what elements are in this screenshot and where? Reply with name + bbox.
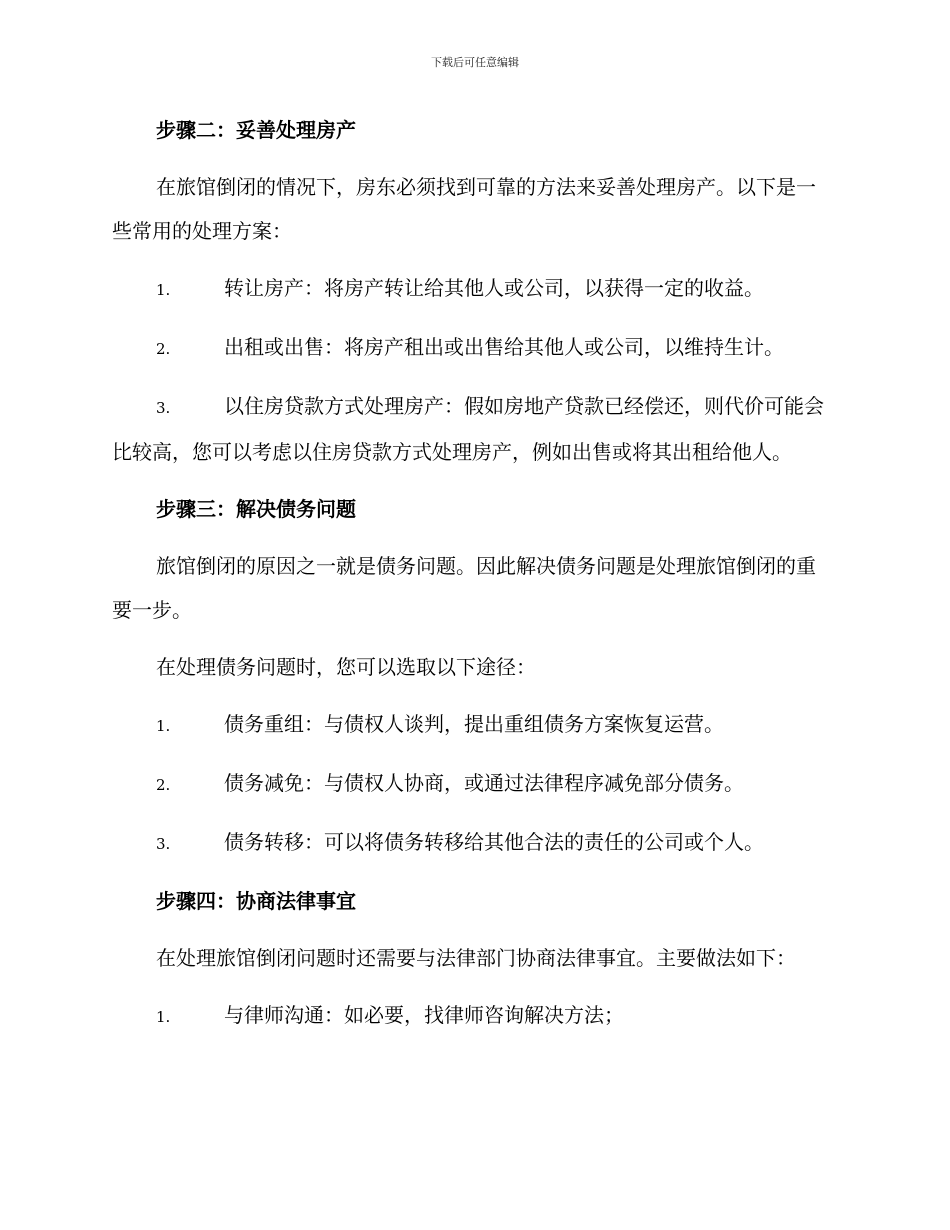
list-number: 3. xyxy=(156,835,171,853)
list-item-text: 转让房产：将房产转让给其他人或公司，以获得一定的收益。 xyxy=(224,276,764,300)
list-number: 1. xyxy=(156,281,171,299)
list-item-text: 以住房贷款方式处理房产：假如房地产贷款已经偿还，则代价可能会比较高，您可以考虑以住房贷款方式处理房产，例如出售或将其出租给他人。 xyxy=(112,394,824,464)
list-item-text: 债务转移：可以将债务转移给其他合法的责任的公司或个人。 xyxy=(224,830,764,854)
list-number: 2. xyxy=(156,340,171,358)
section-heading-step4: 步骤四：协商法律事宜 xyxy=(156,889,356,913)
list-item xyxy=(112,384,832,474)
list-item xyxy=(112,266,832,312)
page-header: 下载后可任意编辑 xyxy=(431,56,519,69)
list-item-text: 债务减免：与债权人协商，或通过法律程序减免部分债务。 xyxy=(224,771,744,795)
list-number: 1. xyxy=(156,1008,171,1026)
paragraph: 旅馆倒闭的原因之一就是债务问题。因此解决债务问题是处理旅馆倒闭的重要一步。 xyxy=(112,554,816,622)
list-item xyxy=(112,325,832,371)
list-number: 1. xyxy=(156,717,171,735)
paragraph: 在处理旅馆倒闭问题时还需要与法律部门协商法律事宜。主要做法如下： xyxy=(156,946,796,970)
list-number: 2. xyxy=(156,776,171,794)
list-item-text: 与律师沟通：如必要，找律师咨询解决方法； xyxy=(224,1003,624,1027)
list-item-text: 债务重组：与债权人谈判，提出重组债务方案恢复运营。 xyxy=(224,712,724,736)
section-heading-step3: 步骤三：解决债务问题 xyxy=(156,497,356,521)
list-item xyxy=(112,761,832,807)
list-item xyxy=(112,702,832,748)
list-item xyxy=(112,820,832,866)
document-body xyxy=(112,108,832,1052)
list-item xyxy=(112,993,832,1039)
list-item-text: 出租或出售：将房产租出或出售给其他人或公司，以维持生计。 xyxy=(224,335,784,359)
list-number: 3. xyxy=(156,399,171,417)
paragraph: 在处理债务问题时，您可以选取以下途径： xyxy=(156,655,536,679)
section-heading-step2: 步骤二：妥善处理房产 xyxy=(156,118,356,142)
paragraph: 在旅馆倒闭的情况下，房东必须找到可靠的方法来妥善处理房产。以下是一些常用的处理方案： xyxy=(112,175,816,243)
